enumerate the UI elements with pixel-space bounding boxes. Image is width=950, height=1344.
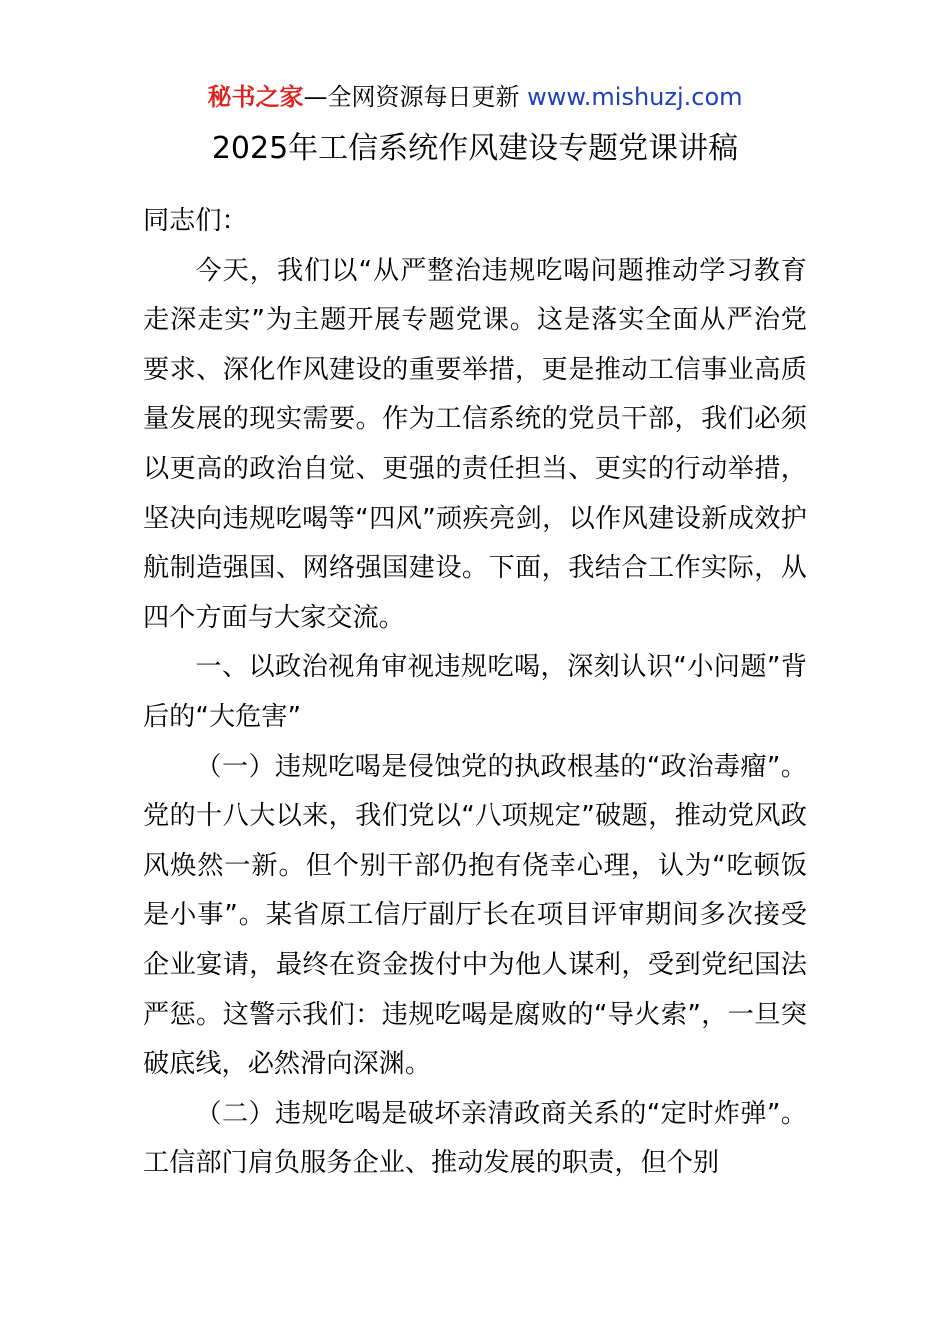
- site-tagline: —全网资源每日更新: [303, 83, 528, 111]
- document-body: [143, 197, 807, 1189]
- site-brand: 秘书之家: [207, 83, 304, 111]
- paragraph-subsection-2: （二）违规吃喝是破坏亲清政商关系的“定时炸弹”。工信部门肩负服务企业、推动发展的职责，但个别: [143, 1098, 807, 1179]
- site-url-link[interactable]: www.mishuzj.com: [527, 83, 743, 111]
- salutation: 同志们：: [143, 206, 248, 236]
- site-header: [0, 80, 950, 114]
- document-title: 2025年工信系统作风建设专题党课讲稿: [211, 131, 739, 166]
- paragraph-intro: 今天，我们以“从严整治违规吃喝问题推动学习教育走深走实”为主题开展专题党课。这是落实全面从严治党要求、深化作风建设的重要举措，更是推动工信事业高质量发展的现实需要。作为工信系统的党员干部，我们必须以更高的政治自觉、更强的责任担当、更实的行动举措，坚决向违规吃喝等“四风”顽疾亮剑，以作风建设新成效护航制造强国、网络强国建设。下面，我结合工作实际，从四个方面与大家交流。: [143, 255, 807, 633]
- paragraph-subsection-1: （一）违规吃喝是侵蚀党的执政根基的“政治毒瘤”。党的十八大以来，我们党以“八项规定”破题，推动党风政风焕然一新。但个别干部仍抱有侥幸心理，认为“吃顿饭是小事”。某省原工信厅副厅长在项目评审期间多次接受企业宴请，最终在资金拨付中为他人谋利，受到党纪国法严惩。这警示我们：违规吃喝是腐败的“导火索”，一旦突破底线，必然滑向深渊。: [143, 751, 807, 1080]
- section-heading-1: 一、以政治视角审视违规吃喝，深刻认识“小问题”背后的“大危害”: [143, 652, 807, 732]
